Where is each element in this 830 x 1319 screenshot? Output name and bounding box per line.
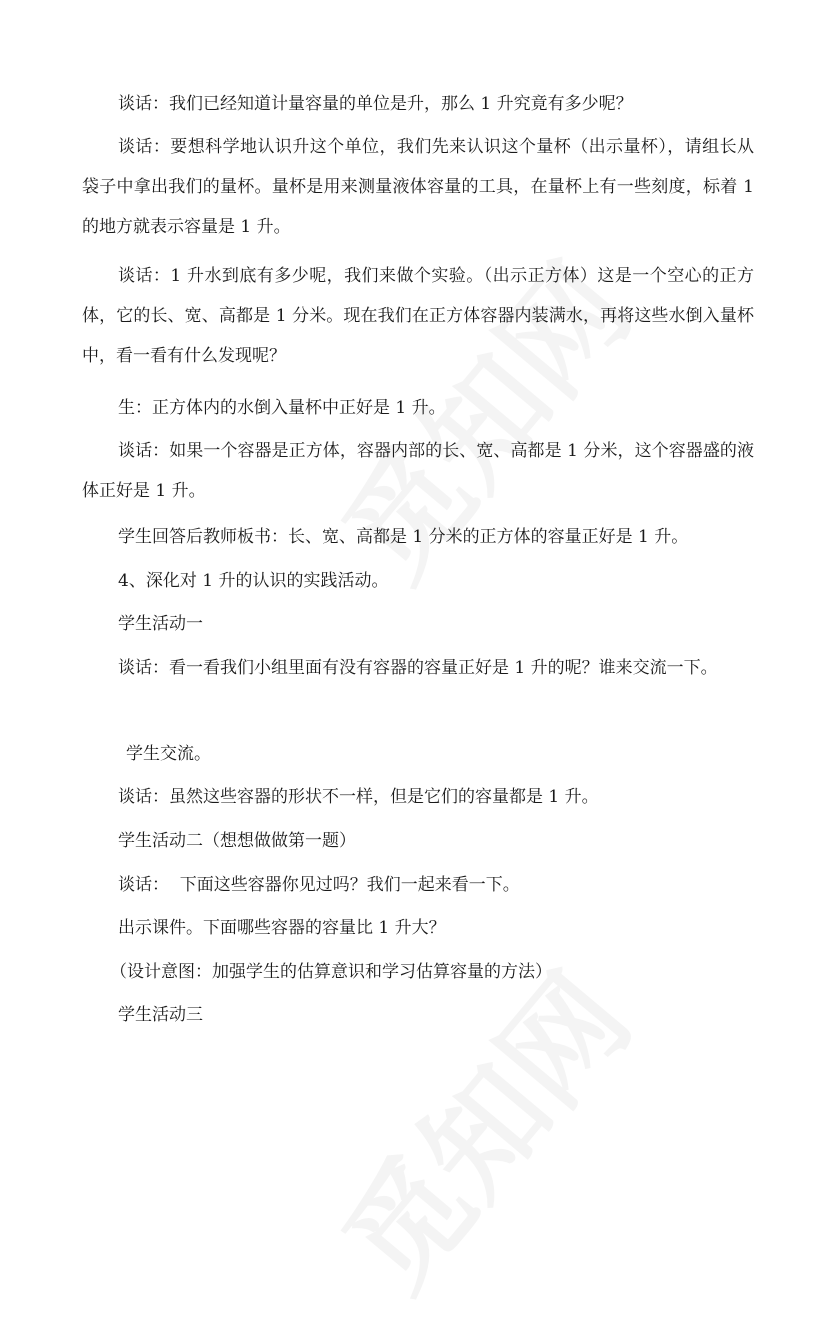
paragraph-16: 学生活动三 <box>118 1005 203 1025</box>
paragraph-6: 学生回答后教师板书：长、宽、高都是 1 分米的正方体的容量正好是 1 升。 <box>118 527 689 547</box>
paragraph-7: 4、深化对 1 升的认识的实践活动。 <box>118 571 389 591</box>
paragraph-14: 出示课件。下面哪些容器的容量比 1 升大？ <box>118 918 446 938</box>
paragraph-13: 谈话： 下面这些容器你见过吗？我们一起来看一下。 <box>118 875 520 895</box>
paragraph-5: 谈话：如果一个容器是正方体，容器内部的长、宽、高都是 1 分米，这个容器盛的液体正好是 1 升。 <box>82 441 754 501</box>
paragraph-8: 学生活动一 <box>118 614 203 634</box>
paragraph-3: 谈话：1 升水到底有多少呢，我们来做个实验。（出示正方体）这是一个空心的正方体，它的长、宽、高都是 1 分米。现在我们在正方体容器内装满水，再将这些水倒入量杯中，看一看有什么发现呢？ <box>82 266 754 366</box>
paragraph-9: 谈话：看一看我们小组里面有没有容器的容量正好是 1 升的呢？谁来交流一下。 <box>118 658 718 678</box>
paragraph-1: 谈话：我们已经知道计量容量的单位是升，那么 1 升究竟有多少呢？ <box>118 94 633 114</box>
paragraph-15: （设计意图：加强学生的估算意识和学习估算容量的方法） <box>110 962 552 982</box>
paragraph-10: 学生交流。 <box>126 744 211 764</box>
paragraph-2: 谈话：要想科学地认识升这个单位，我们先来认识这个量杯（出示量杯），请组长从袋子中拿出我们的量杯。量杯是用来测量液体容量的工具，在量杯上有一些刻度，标着 1 的地方就表示容量是 1 升。 <box>82 137 754 237</box>
paragraph-12: 学生活动二（想想做做第一题） <box>118 831 356 851</box>
paragraph-4: 生：正方体内的水倒入量杯中正好是 1 升。 <box>118 398 446 418</box>
paragraph-11: 谈话：虽然这些容器的形状不一样，但是它们的容量都是 1 升。 <box>118 787 599 807</box>
